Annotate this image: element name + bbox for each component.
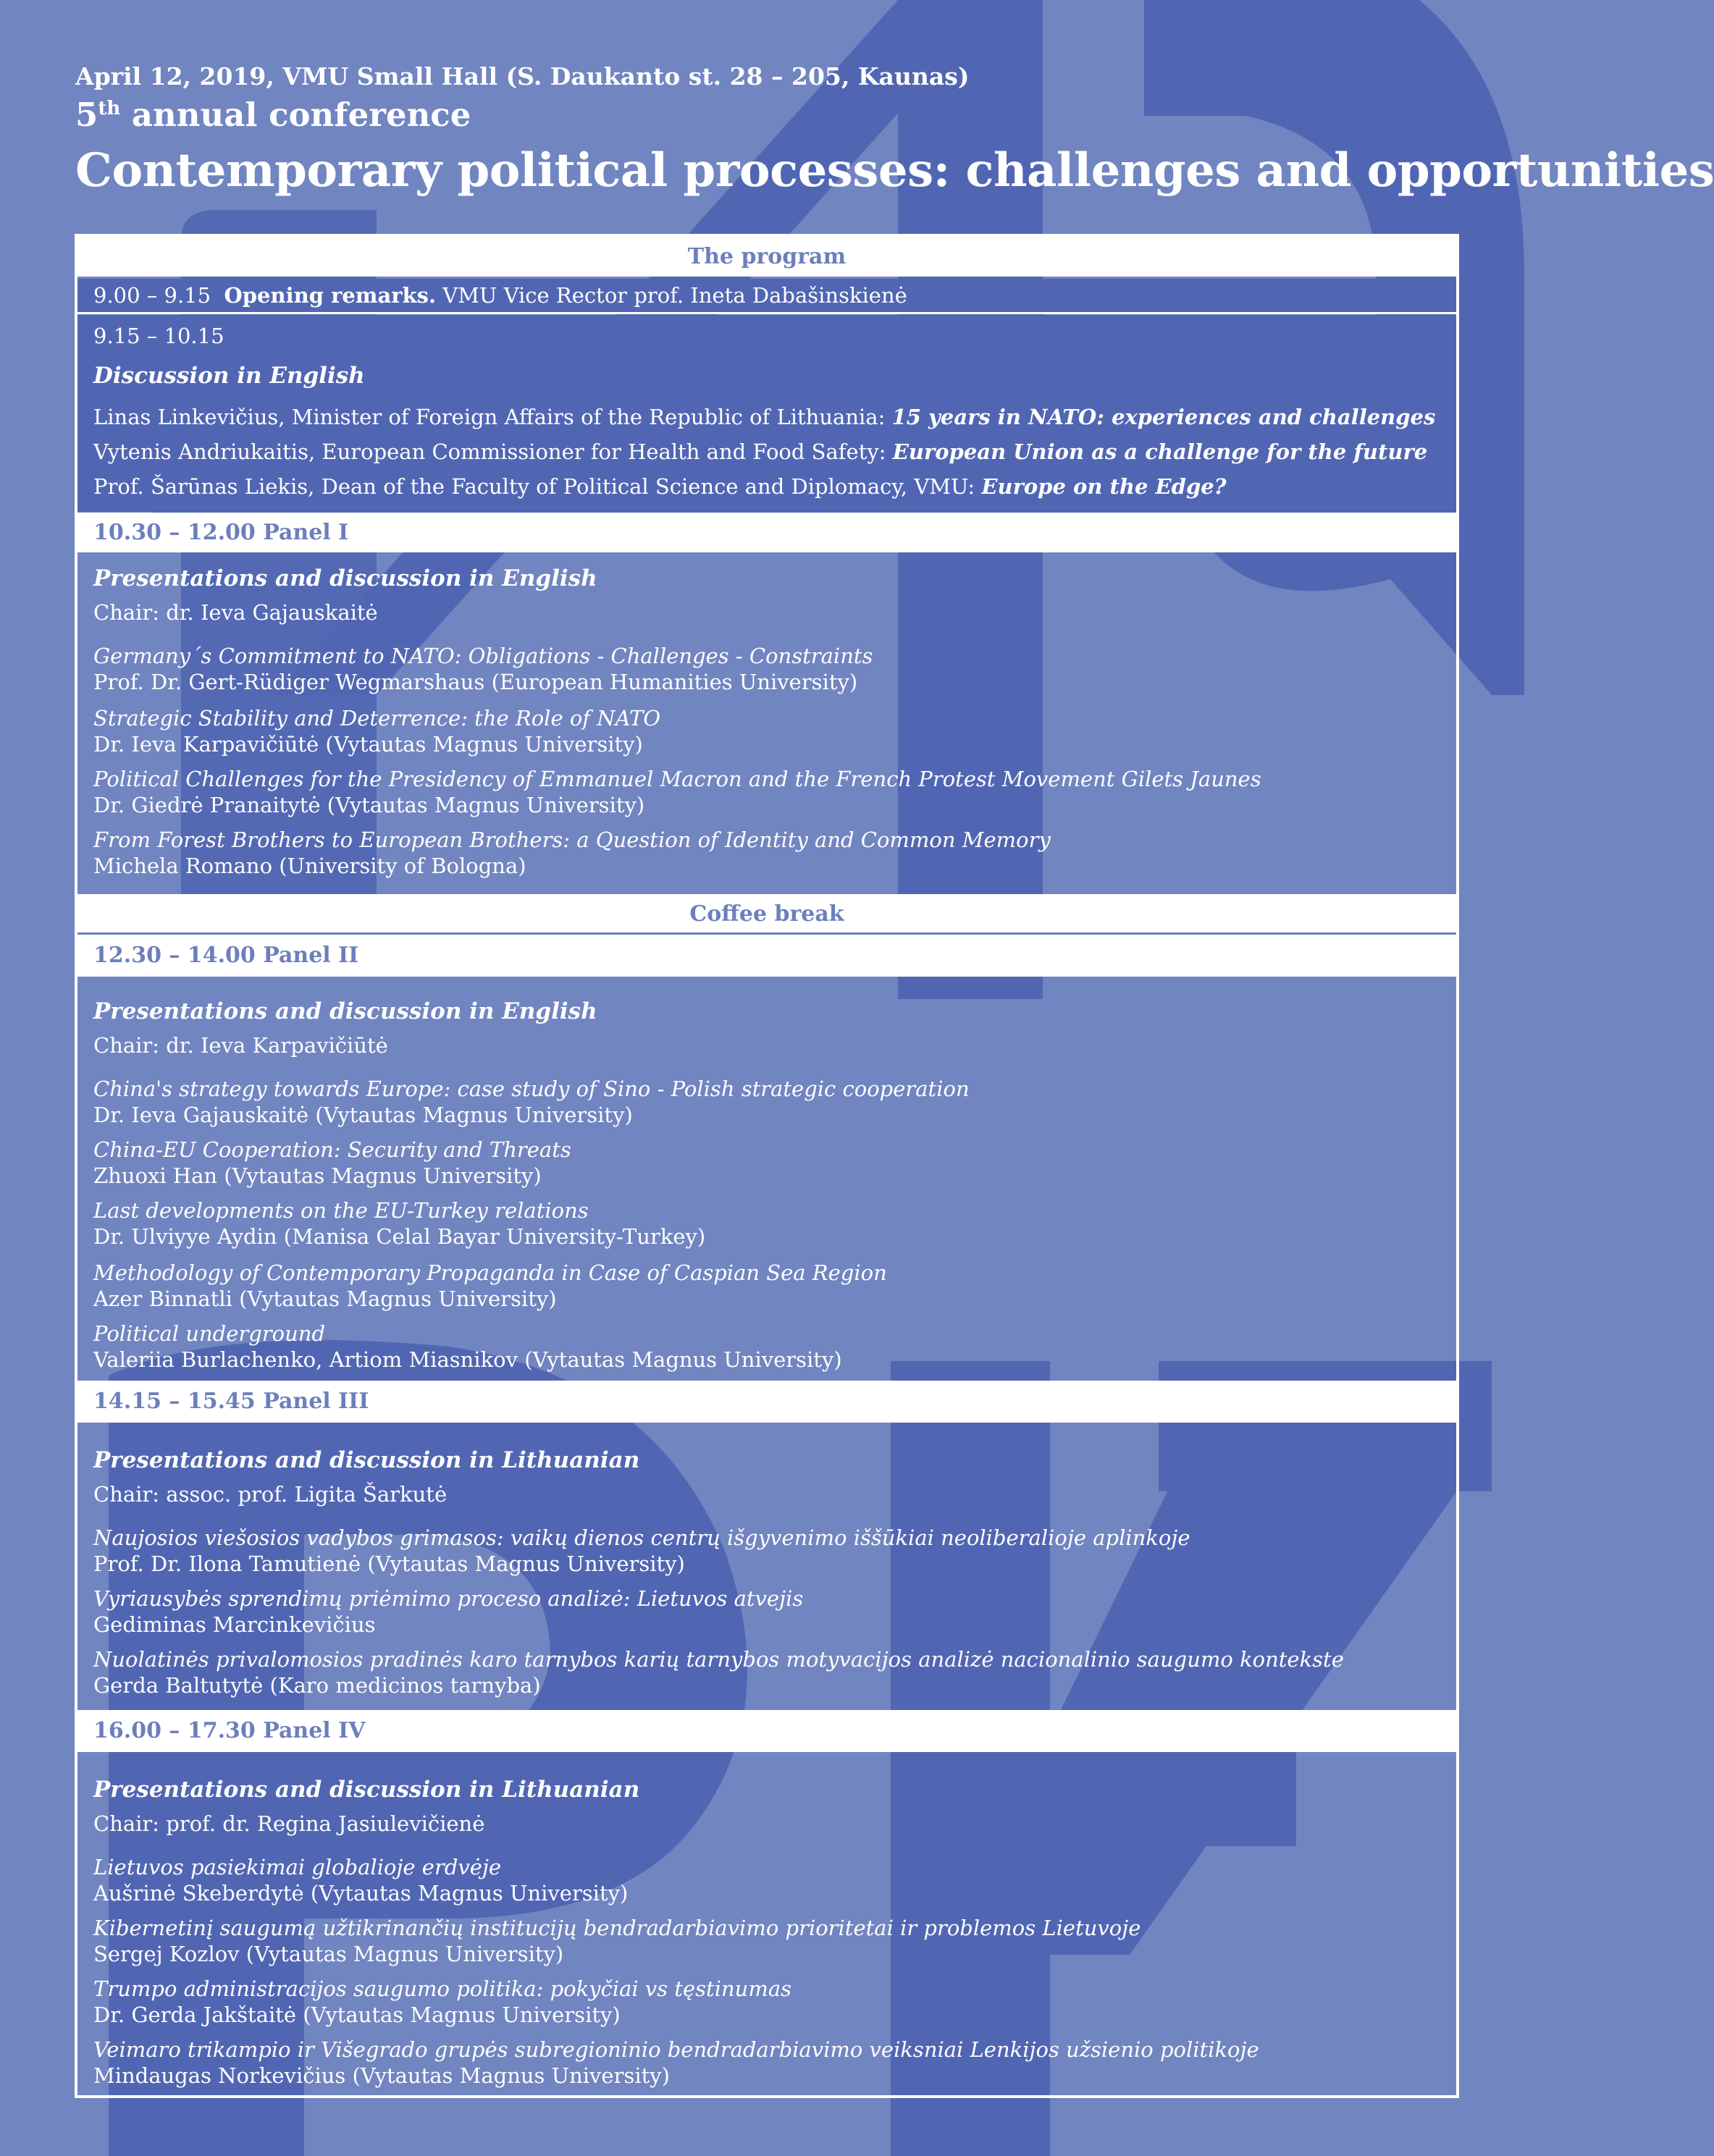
talk-author: Aušrinė Skeberdytė (Vytautas Magnus University) — [93, 1881, 629, 1906]
talk-title: Veimaro trikampio ir Višegrado grupės subregioninio bendradarbiavimo veiksniai Lenkijos užsienio politikoje — [93, 2037, 1259, 2062]
event-date-location: April 12, 2019, VMU Small Hall (S. Daukanto st. 28 – 205, Kaunas) — [75, 62, 970, 90]
speaker-topic: European Union as a challenge for the future — [892, 439, 1428, 464]
panel-chair: Chair: dr. Ieva Karpavičiūtė — [93, 1033, 388, 1058]
talk-title: Naujosios viešosios vadybos grimasos: vaikų dienos centrų išgyvenimo iššūkiai neoliberalioje aplinkoje — [93, 1525, 1190, 1550]
talk-author: Gediminas Marcinkevičius — [93, 1612, 376, 1637]
talk-author: Michela Romano (University of Bologna) — [93, 854, 526, 878]
divider — [77, 312, 1456, 314]
panel-header: 16.00 – 17.30 Panel IV — [77, 1710, 1456, 1752]
panel-chair: Chair: prof. dr. Regina Jasiulevičienė — [93, 1811, 485, 1836]
talk-author: Dr. Ieva Karpavičiūtė (Vytautas Magnus University) — [93, 732, 643, 757]
opening-time: 9.00 – 9.15 — [93, 283, 211, 308]
speaker-line — [93, 439, 1427, 464]
panel-subtitle: Presentations and discussion in English — [93, 998, 597, 1024]
discussion-time: 9.15 – 10.15 — [93, 324, 224, 348]
talk-title: Lietuvos pasiekimai globalioje erdvėje — [93, 1855, 502, 1879]
speaker-line — [93, 474, 1227, 499]
talk-author: Dr. Gerda Jakštaitė (Vytautas Magnus University) — [93, 2003, 621, 2027]
edition-label: annual conference — [120, 96, 471, 134]
edition-suffix: th — [98, 98, 121, 119]
discussion-title: Discussion in English — [93, 363, 365, 389]
program-heading: The program — [77, 237, 1456, 277]
talk-title: Political Challenges for the Presidency of Emmanuel Macron and the French Protest Movement Gilets Jaunes — [93, 767, 1261, 791]
talk-author: Dr. Giedrė Pranaitytė (Vytautas Magnus University) — [93, 793, 645, 817]
talk-author: Valeriia Burlachenko, Artiom Miasnikov (Vytautas Magnus University) — [93, 1347, 842, 1372]
conference-edition — [75, 96, 471, 134]
coffee-break: Coffee break — [77, 894, 1456, 934]
panel-subtitle: Presentations and discussion in English — [93, 565, 597, 591]
panel-subtitle: Presentations and discussion in Lithuanian — [93, 1777, 640, 1803]
speaker-line — [93, 405, 1435, 429]
edition-number: 5 — [75, 96, 98, 134]
talk-title: From Forest Brothers to European Brothers: a Question of Identity and Common Memory — [93, 828, 1051, 852]
talk-author: Prof. Dr. Gert-Rüdiger Wegmarshaus (European Humanities University) — [93, 670, 858, 694]
talk-title: Vyriausybės sprendimų priėmimo proceso analizė: Lietuvos atvejis — [93, 1586, 804, 1611]
talk-title: Methodology of Contemporary Propaganda in Case of Caspian Sea Region — [93, 1260, 887, 1285]
talk-author: Dr. Ieva Gajauskaitė (Vytautas Magnus University) — [93, 1103, 633, 1127]
panel-subtitle: Presentations and discussion in Lithuanian — [93, 1447, 640, 1473]
talk-title: China-EU Cooperation: Security and Threats — [93, 1137, 571, 1162]
speaker-name: Linas Linkevičius, Minister of Foreign Affairs of the Republic of Lithuania: — [93, 405, 886, 429]
opening-label: Opening remarks. — [224, 283, 437, 308]
panel-chair: Chair: dr. Ieva Gajauskaitė — [93, 600, 378, 625]
speaker-topic: Europe on the Edge? — [981, 474, 1227, 499]
opening-row — [77, 279, 1456, 312]
speaker-name: Vytenis Andriukaitis, European Commissioner for Health and Food Safety: — [93, 439, 886, 464]
talk-title: Political underground — [93, 1321, 326, 1346]
talk-author: Mindaugas Norkevičius (Vytautas Magnus University) — [93, 2063, 670, 2088]
speaker-name: Prof. Šarūnas Liekis, Dean of the Faculty of Political Science and Diplomacy, VMU: — [93, 474, 975, 499]
talk-author: Zhuoxi Han (Vytautas Magnus University) — [93, 1163, 542, 1188]
talk-author: Azer Binnatli (Vytautas Magnus University) — [93, 1287, 557, 1311]
discussion-section — [77, 315, 1456, 512]
panel-chair: Chair: assoc. prof. Ligita Šarkutė — [93, 1482, 448, 1507]
talk-title: Strategic Stability and Deterrence: the Role of NATO — [93, 706, 661, 730]
conference-title: Contemporary political processes: challenges and opportunities — [75, 143, 1714, 198]
opening-text: VMU Vice Rector prof. Ineta Dabašinskienė — [442, 283, 907, 308]
talk-title: Last developments on the EU-Turkey relations — [93, 1198, 589, 1223]
talk-title: Trumpo administracijos saugumo politika: pokyčiai vs tęstinumas — [93, 1976, 791, 2001]
talk-title: Nuolatinės privalomosios pradinės karo tarnybos karių tarnybos motyvacijos analizė nacionalinio saugumo kontekste — [93, 1647, 1344, 1672]
opening-line — [93, 283, 907, 308]
panel-header: 12.30 – 14.00 Panel II — [77, 935, 1456, 977]
talk-title: Germany´s Commitment to NATO: Obligations - Challenges - Constraints — [93, 644, 873, 668]
program-box — [75, 234, 1459, 2098]
panel-header: 10.30 – 12.00 Panel I — [77, 513, 1456, 552]
speaker-topic: 15 years in NATO: experiences and challenges — [891, 405, 1436, 429]
panel-body — [77, 977, 1456, 1389]
panel-header: 14.15 – 15.45 Panel III — [77, 1381, 1456, 1423]
talk-author: Gerda Baltutytė (Karo medicinos tarnyba) — [93, 1673, 541, 1698]
talk-author: Dr. Ulviyye Aydin (Manisa Celal Bayar University-Turkey) — [93, 1224, 706, 1249]
talk-author: Prof. Dr. Ilona Tamutienė (Vytautas Magnus University) — [93, 1551, 685, 1576]
talk-title: China's strategy towards Europe: case study of Sino - Polish strategic cooperation — [93, 1077, 970, 1101]
talk-title: Kibernetinį saugumą užtikrinančių institucijų bendradarbiavimo prioritetai ir problemos Lietuvoje — [93, 1916, 1141, 1940]
talk-author: Sergej Kozlov (Vytautas Magnus University) — [93, 1942, 564, 1966]
